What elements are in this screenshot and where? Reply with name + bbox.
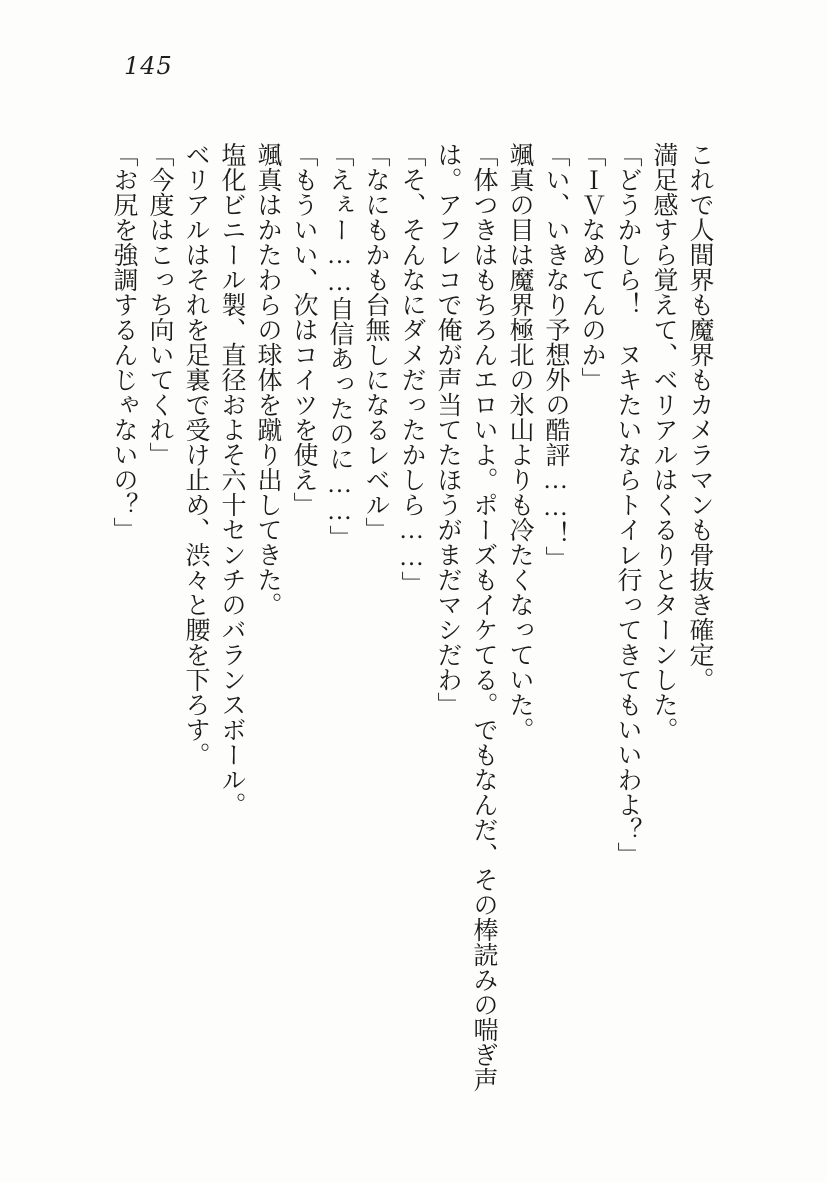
paragraph-dialogue: 「えぇー……自信あったのに……」 <box>326 142 353 550</box>
paragraph-dialogue: 「今度はこっち向いてくれ」 <box>146 142 173 467</box>
paragraph-dialogue: 「なにもかも台無しになるレベル」 <box>362 142 389 542</box>
page-number: 145 <box>124 52 173 80</box>
paragraph-narration: ベリアルはそれを足裏で受け止め、渋々と腰を下ろす。 <box>182 142 209 767</box>
paragraph-dialogue: 「い、いきなり予想外の酷評……！」 <box>542 142 569 571</box>
paragraph-dialogue: 「ＩＶなめてんのか」 <box>578 142 605 392</box>
paragraph-dialogue: 「そ、そんなにダメだったかしら……」 <box>398 142 425 596</box>
paragraph-narration: 颯真はかたわらの球体を蹴り出してきた。 <box>254 142 281 617</box>
paragraph-narration: 満足感すら覚えて、ベリアルはくるりとターンした。 <box>650 142 677 742</box>
paragraph-dialogue: 「どうかしら！ ヌキたいならトイレ行ってきてもいいわよ？」 <box>614 142 641 867</box>
paragraph-dialogue: 「体つきはもちろんエロいよ。ポーズもイケてる。でもなんだ、その棒読みの喘ぎ声は。アフレコで俺が声当てたほうがまだマシだわ」 <box>434 142 497 1092</box>
paragraph-narration: これで人間界も魔界もカメラマンも骨抜き確定。 <box>686 142 713 692</box>
paragraph-dialogue: 「もういい、次はコイツを使え」 <box>290 142 317 517</box>
novel-text-block <box>105 142 717 1098</box>
paragraph-dialogue: 「お尻を強調するんじゃないの？」 <box>110 142 137 542</box>
paragraph-narration: 颯真の目は魔界極北の氷山よりも冷たくなっていた。 <box>506 142 533 742</box>
paragraph-narration: 塩化ビニール製、直径およそ六十センチのバランスボール。 <box>218 142 245 817</box>
